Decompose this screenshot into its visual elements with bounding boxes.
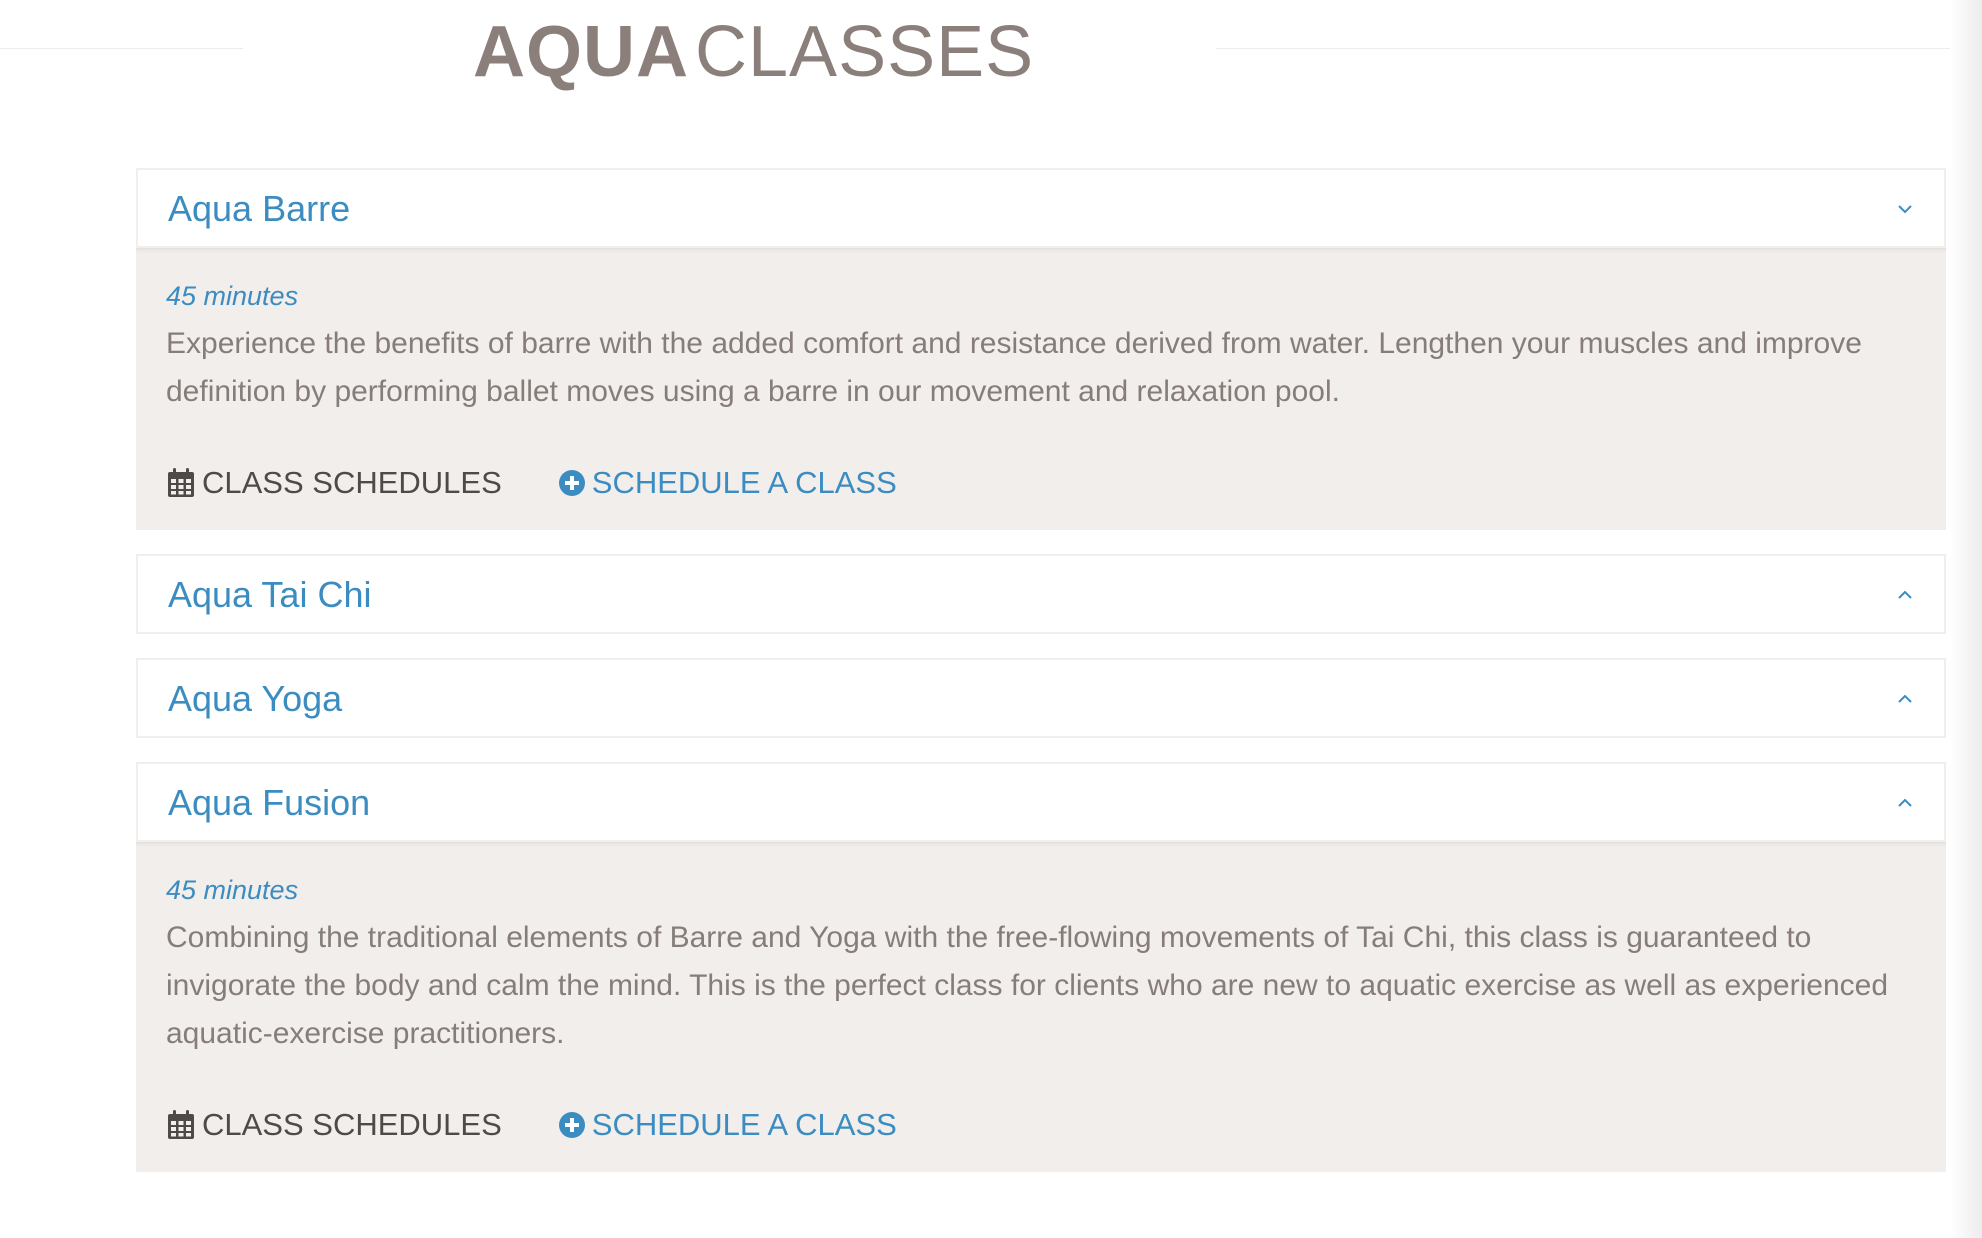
page-title-light: CLASSES: [695, 12, 1035, 92]
page-title-bold: AQUA: [473, 12, 689, 92]
chevron-up-icon: [1896, 794, 1914, 812]
class-title: Aqua Fusion: [168, 782, 371, 823]
class-schedules-label: CLASS SCHEDULES: [202, 465, 502, 500]
class-panel-body-aqua-fusion: [136, 842, 1946, 1172]
class-panel-header-aqua-yoga[interactable]: [136, 658, 1946, 738]
calendar-icon: [166, 1109, 196, 1141]
class-panel-aqua-yoga: [136, 658, 1946, 738]
scrollbar-edge: [1950, 0, 1982, 1238]
schedule-a-class-link[interactable]: [558, 1107, 897, 1143]
page-title: [473, 8, 1034, 96]
class-title: Aqua Yoga: [168, 678, 343, 719]
schedule-a-class-link[interactable]: [558, 465, 897, 501]
classes-accordion: [136, 168, 1946, 1196]
class-panel-header-aqua-fusion[interactable]: [136, 762, 1946, 842]
class-schedules-link[interactable]: [166, 465, 502, 501]
chevron-up-icon: [1896, 586, 1914, 604]
class-panel-aqua-barre: [136, 168, 1946, 530]
heading-divider-right: [1216, 48, 1950, 49]
class-panel-aqua-tai-chi: [136, 554, 1946, 634]
calendar-icon: [166, 467, 196, 499]
class-panel-aqua-fusion: [136, 762, 1946, 1172]
schedule-a-class-label: SCHEDULE A CLASS: [591, 465, 897, 500]
class-actions: [166, 460, 1916, 506]
plus-circle-icon: [558, 1111, 586, 1139]
chevron-down-icon: [1896, 200, 1914, 218]
schedule-a-class-label: SCHEDULE A CLASS: [591, 1107, 897, 1142]
class-description: Combining the traditional elements of Barre and Yoga with the free-flowing movements of Tai Chi, this class is guaranteed to invigorate the body and calm the mind. This is the perfect class for clients who are new to aquatic exercise as well as experienced aquatic-exercise practitioners.: [166, 921, 1888, 1050]
chevron-up-icon: [1896, 690, 1914, 708]
class-panel-header-aqua-barre[interactable]: [136, 168, 1946, 248]
class-title: Aqua Tai Chi: [168, 574, 372, 615]
class-schedules-label: CLASS SCHEDULES: [202, 1107, 502, 1142]
class-actions: [166, 1102, 1916, 1148]
class-description: Experience the benefits of barre with the added comfort and resistance derived from water. Lengthen your muscles and improve definition by performing ballet moves using a barre in our movement and relaxation pool.: [166, 327, 1862, 408]
class-title: Aqua Barre: [168, 188, 351, 229]
class-duration: 45 minutes: [166, 875, 299, 905]
class-duration: 45 minutes: [166, 281, 299, 311]
class-panel-body-aqua-barre: [136, 248, 1946, 530]
class-schedules-link[interactable]: [166, 1107, 502, 1143]
plus-circle-icon: [558, 469, 586, 497]
class-panel-header-aqua-tai-chi[interactable]: [136, 554, 1946, 634]
heading-divider-left: [0, 48, 243, 49]
